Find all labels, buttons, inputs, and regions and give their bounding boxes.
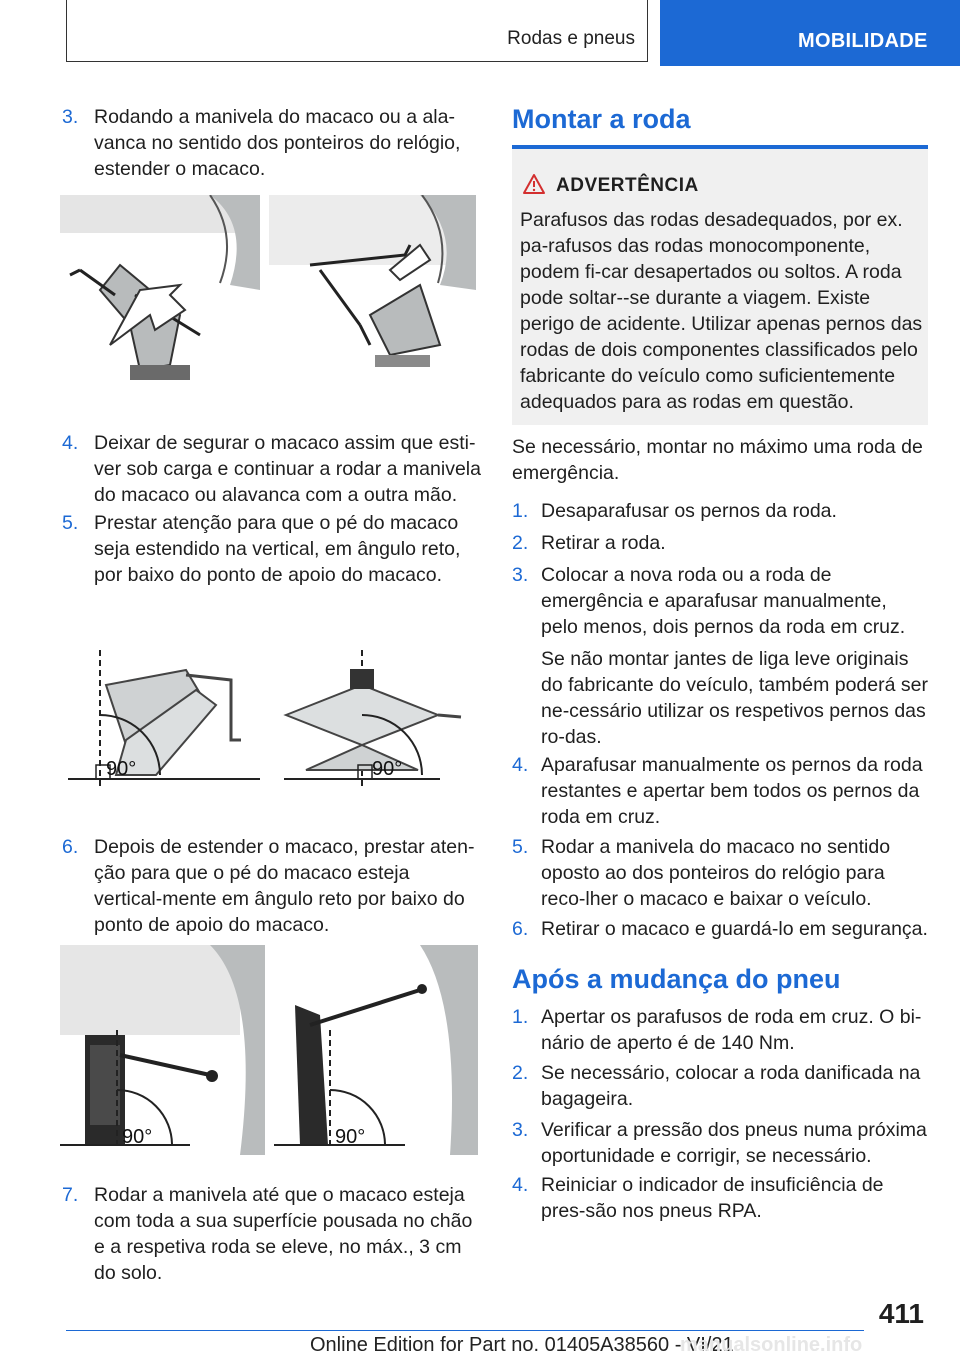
step-text: Retirar o macaco e guardá-lo em segurança. <box>541 918 928 940</box>
watermark: manualsonline.info <box>680 1334 863 1356</box>
step-text: Retirar a roda. <box>541 532 666 554</box>
step-text: Verificar a pressão dos pneus numa próxima oportunidade e corrigir, se necessário. <box>541 1119 927 1167</box>
step-number: 5. <box>512 836 529 858</box>
step-text: Reiniciar o indicador de insuficiência de pres-são nos pneus RPA. <box>541 1174 884 1222</box>
step-number: 3. <box>512 564 529 586</box>
mount-step-1 <box>512 498 928 524</box>
mount-step-2 <box>512 530 928 556</box>
after-step-1 <box>512 1004 928 1056</box>
step-number: 1. <box>512 1006 529 1028</box>
step-text: Apertar os parafusos de roda em cruz. O bi-nário de aperto é de 140 Nm. <box>541 1006 922 1054</box>
section-title: Rodas e pneus <box>507 28 635 49</box>
mount-step-5 <box>512 834 928 912</box>
after-step-4 <box>512 1172 928 1224</box>
step-text: Rodando a manivela do macaco ou a ala-vanca no sentido dos ponteiros do relógio, estender o macaco. <box>94 106 461 180</box>
angle-label: 90° <box>335 1126 366 1148</box>
step-7 <box>62 1182 482 1286</box>
step-number: 4. <box>512 1174 529 1196</box>
jack-extend-figure <box>60 195 476 385</box>
angle-label: 90° <box>106 758 137 780</box>
step-number: 4. <box>62 432 79 454</box>
step-number: 4. <box>512 754 529 776</box>
warning-icon <box>522 173 546 195</box>
step-number: 5. <box>62 512 79 534</box>
step-number: 6. <box>512 918 529 940</box>
jack-angle-figure <box>66 645 480 795</box>
angle-label: 90° <box>122 1126 153 1148</box>
step-text: Deixar de segurar o macaco assim que esti-ver sob carga e continuar a rodar a manivela do macaco ou alavanca com a outra mão. <box>94 432 481 506</box>
step-text: Desaparafusar os pernos da roda. <box>541 500 837 522</box>
step-4 <box>62 430 482 508</box>
step-note: Se não montar jantes de liga leve originais do fabricante do veículo, também poderá ser ne-cessário utilizar os respetivos pernos das ro-das. <box>541 648 928 748</box>
step-number: 1. <box>512 500 529 522</box>
header-section-tab <box>66 0 648 62</box>
step-text: Aparafusar manualmente os pernos da roda restantes e apertar bem todos os pernos da roda em cruz. <box>541 754 923 828</box>
chapter-tab: MOBILIDADE <box>660 0 960 66</box>
step-number: 2. <box>512 1062 529 1084</box>
page-number: 411 <box>878 1298 924 1329</box>
after-step-2 <box>512 1060 928 1112</box>
step-text: Colocar a nova roda ou a roda de emergência e aparafusar manualmente, pelo menos, dois pernos da roda em cruz. <box>541 564 906 638</box>
mount-step-6 <box>512 916 928 942</box>
step-number: 6. <box>62 836 79 858</box>
mount-intro: Se necessário, montar no máximo uma roda de emergência. <box>512 436 923 484</box>
step-text: Se necessário, colocar a roda danificada na bagageira. <box>541 1062 921 1110</box>
after-heading: Após a mudança do pneu <box>512 964 841 994</box>
warning-title: ADVERTÊNCIA <box>556 175 699 196</box>
after-step-3 <box>512 1117 928 1169</box>
step-number: 3. <box>512 1119 529 1141</box>
step-number: 3. <box>62 106 79 128</box>
mount-step-4 <box>512 752 928 830</box>
mount-heading: Montar a roda <box>512 104 691 134</box>
warning-box <box>512 145 928 425</box>
step-text: Depois de estender o macaco, prestar aten-ção para que o pé do macaco esteja vertical-mente em ângulo reto por baixo do ponto de apoio do macaco. <box>94 836 475 936</box>
angle-label: 90° <box>372 758 403 780</box>
mount-step-3 <box>512 562 928 750</box>
step-text: Rodar a manivela do macaco no sentido oposto ao dos ponteiros do relógio para reco-lher o macaco e baixar o veículo. <box>541 836 891 910</box>
edition-text: Online Edition for Part no. 01405A38560 - VI/21 <box>310 1334 734 1356</box>
step-6 <box>62 834 482 938</box>
footer-divider <box>66 1330 864 1331</box>
step-5 <box>62 510 482 588</box>
jack-position-figure <box>60 945 478 1155</box>
step-number: 2. <box>512 532 529 554</box>
step-3 <box>62 104 482 182</box>
step-number: 7. <box>62 1184 79 1206</box>
step-text: Prestar atenção para que o pé do macaco seja estendido na vertical, em ângulo reto, por baixo do ponto de apoio do macaco. <box>94 512 461 586</box>
warning-text: Parafusos das rodas desadequados, por ex. pa-rafusos das rodas monocomponente, podem fi-car desapertados ou soltos. A roda pode soltar--se durante a viagem. Existe perigo de acidente. Utilizar apenas pernos das rodas de dois componentes classificados pelo fabricante do veículo como suficientemente adequados para as rodas em questão. <box>520 209 923 413</box>
step-text: Rodar a manivela até que o macaco esteja com toda a sua superfície pousada no chão e a respetiva roda se eleve, no máx., 3 cm do solo. <box>94 1184 473 1284</box>
